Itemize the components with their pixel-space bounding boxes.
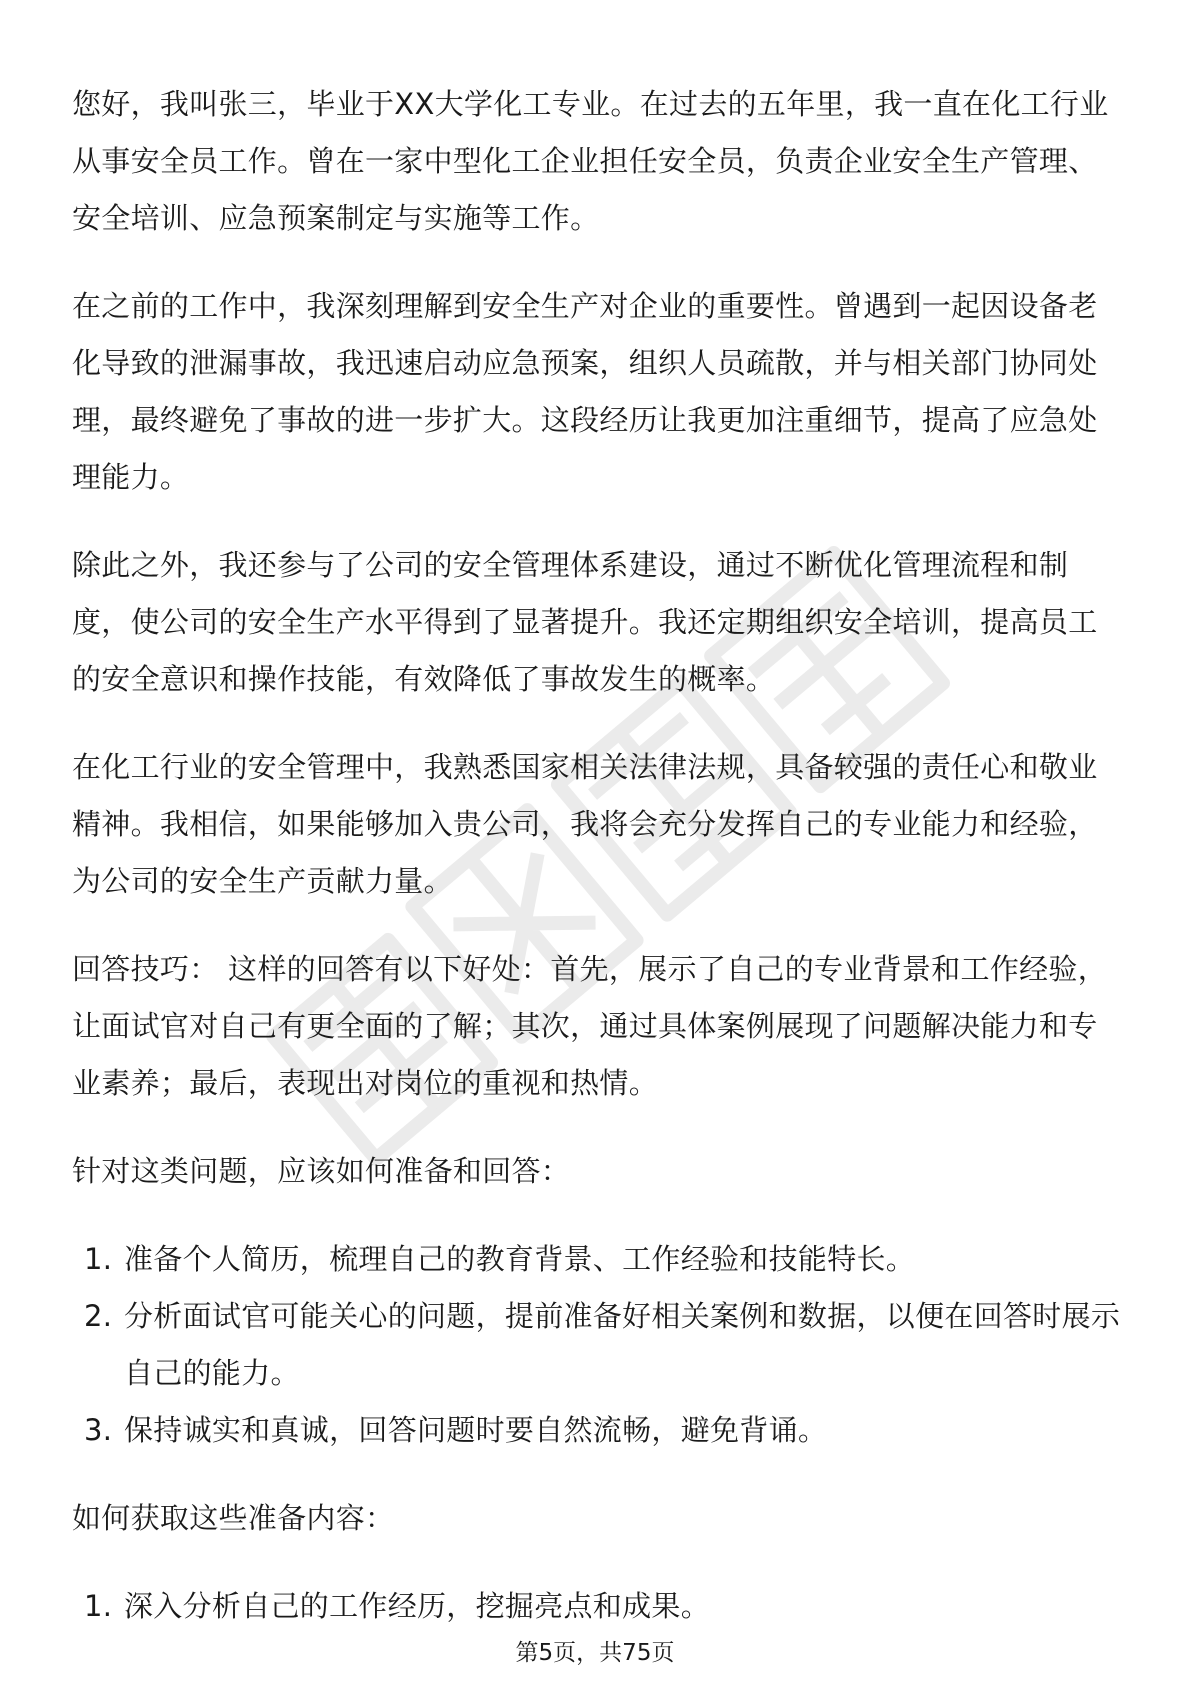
document-body: [72, 76, 1122, 1666]
list-item: [72, 1288, 1122, 1402]
list-item-number: 1.: [84, 1242, 113, 1276]
list-item: [72, 1231, 1122, 1288]
list-item: [72, 1402, 1122, 1459]
paragraph-source-heading: 如何获取这些准备内容：: [72, 1501, 395, 1535]
paragraph-intro: 您好，我叫张三，毕业于XX大学化工专业。在过去的五年里，我一直在化工行业从事安全员工作。曾在一家中型化工企业担任安全员，负责企业安全生产管理、安全培训、应急预案制定与实施等工作。: [72, 87, 1109, 235]
list-item-number: 1.: [84, 1589, 113, 1623]
source-list: [72, 1578, 1122, 1635]
list-item-text: 深入分析自己的工作经历，挖掘亮点和成果。: [124, 1589, 711, 1623]
list-item-number: 2.: [84, 1299, 113, 1333]
page-footer: [0, 1634, 1190, 1667]
list-item-number: 3.: [84, 1413, 113, 1447]
list-item: [72, 1578, 1122, 1635]
page-number: 第5页，共75页: [515, 1640, 675, 1666]
paragraph-closing: 在化工行业的安全管理中，我熟悉国家相关法律法规，具备较强的责任心和敬业精神。我相信，如果能够加入贵公司，我将会充分发挥自己的专业能力和经验，为公司的安全生产贡献力量。: [72, 750, 1098, 898]
paragraph-answer-tips: 回答技巧： 这样的回答有以下好处：首先，展示了自己的专业背景和工作经验，让面试官对自己有更全面的了解；其次，通过具体案例展现了问题解决能力和专业素养；最后，表现出对岗位的重视和热情。: [72, 952, 1108, 1100]
paragraph-prep-heading: 针对这类问题，应该如何准备和回答：: [72, 1154, 571, 1188]
list-item-text: 分析面试官可能关心的问题，提前准备好相关案例和数据，以便在回答时展示自己的能力。: [124, 1299, 1121, 1390]
list-item-text: 准备个人简历，梳理自己的教育背景、工作经验和技能特长。: [124, 1242, 916, 1276]
prep-list: [72, 1231, 1122, 1459]
paragraph-management: 除此之外，我还参与了公司的安全管理体系建设，通过不断优化管理流程和制度，使公司的安全生产水平得到了显著提升。我还定期组织安全培训，提高员工的安全意识和操作技能，有效降低了事故发生的概率。: [72, 548, 1098, 696]
list-item-text: 保持诚实和真诚，回答问题时要自然流畅，避免背诵。: [124, 1413, 828, 1447]
paragraph-experience: 在之前的工作中，我深刻理解到安全生产对企业的重要性。曾遇到一起因设备老化导致的泄漏事故，我迅速启动应急预案，组织人员疏散，并与相关部门协同处理，最终避免了事故的进一步扩大。这段经历让我更加注重细节，提高了应急处理能力。: [72, 289, 1098, 494]
